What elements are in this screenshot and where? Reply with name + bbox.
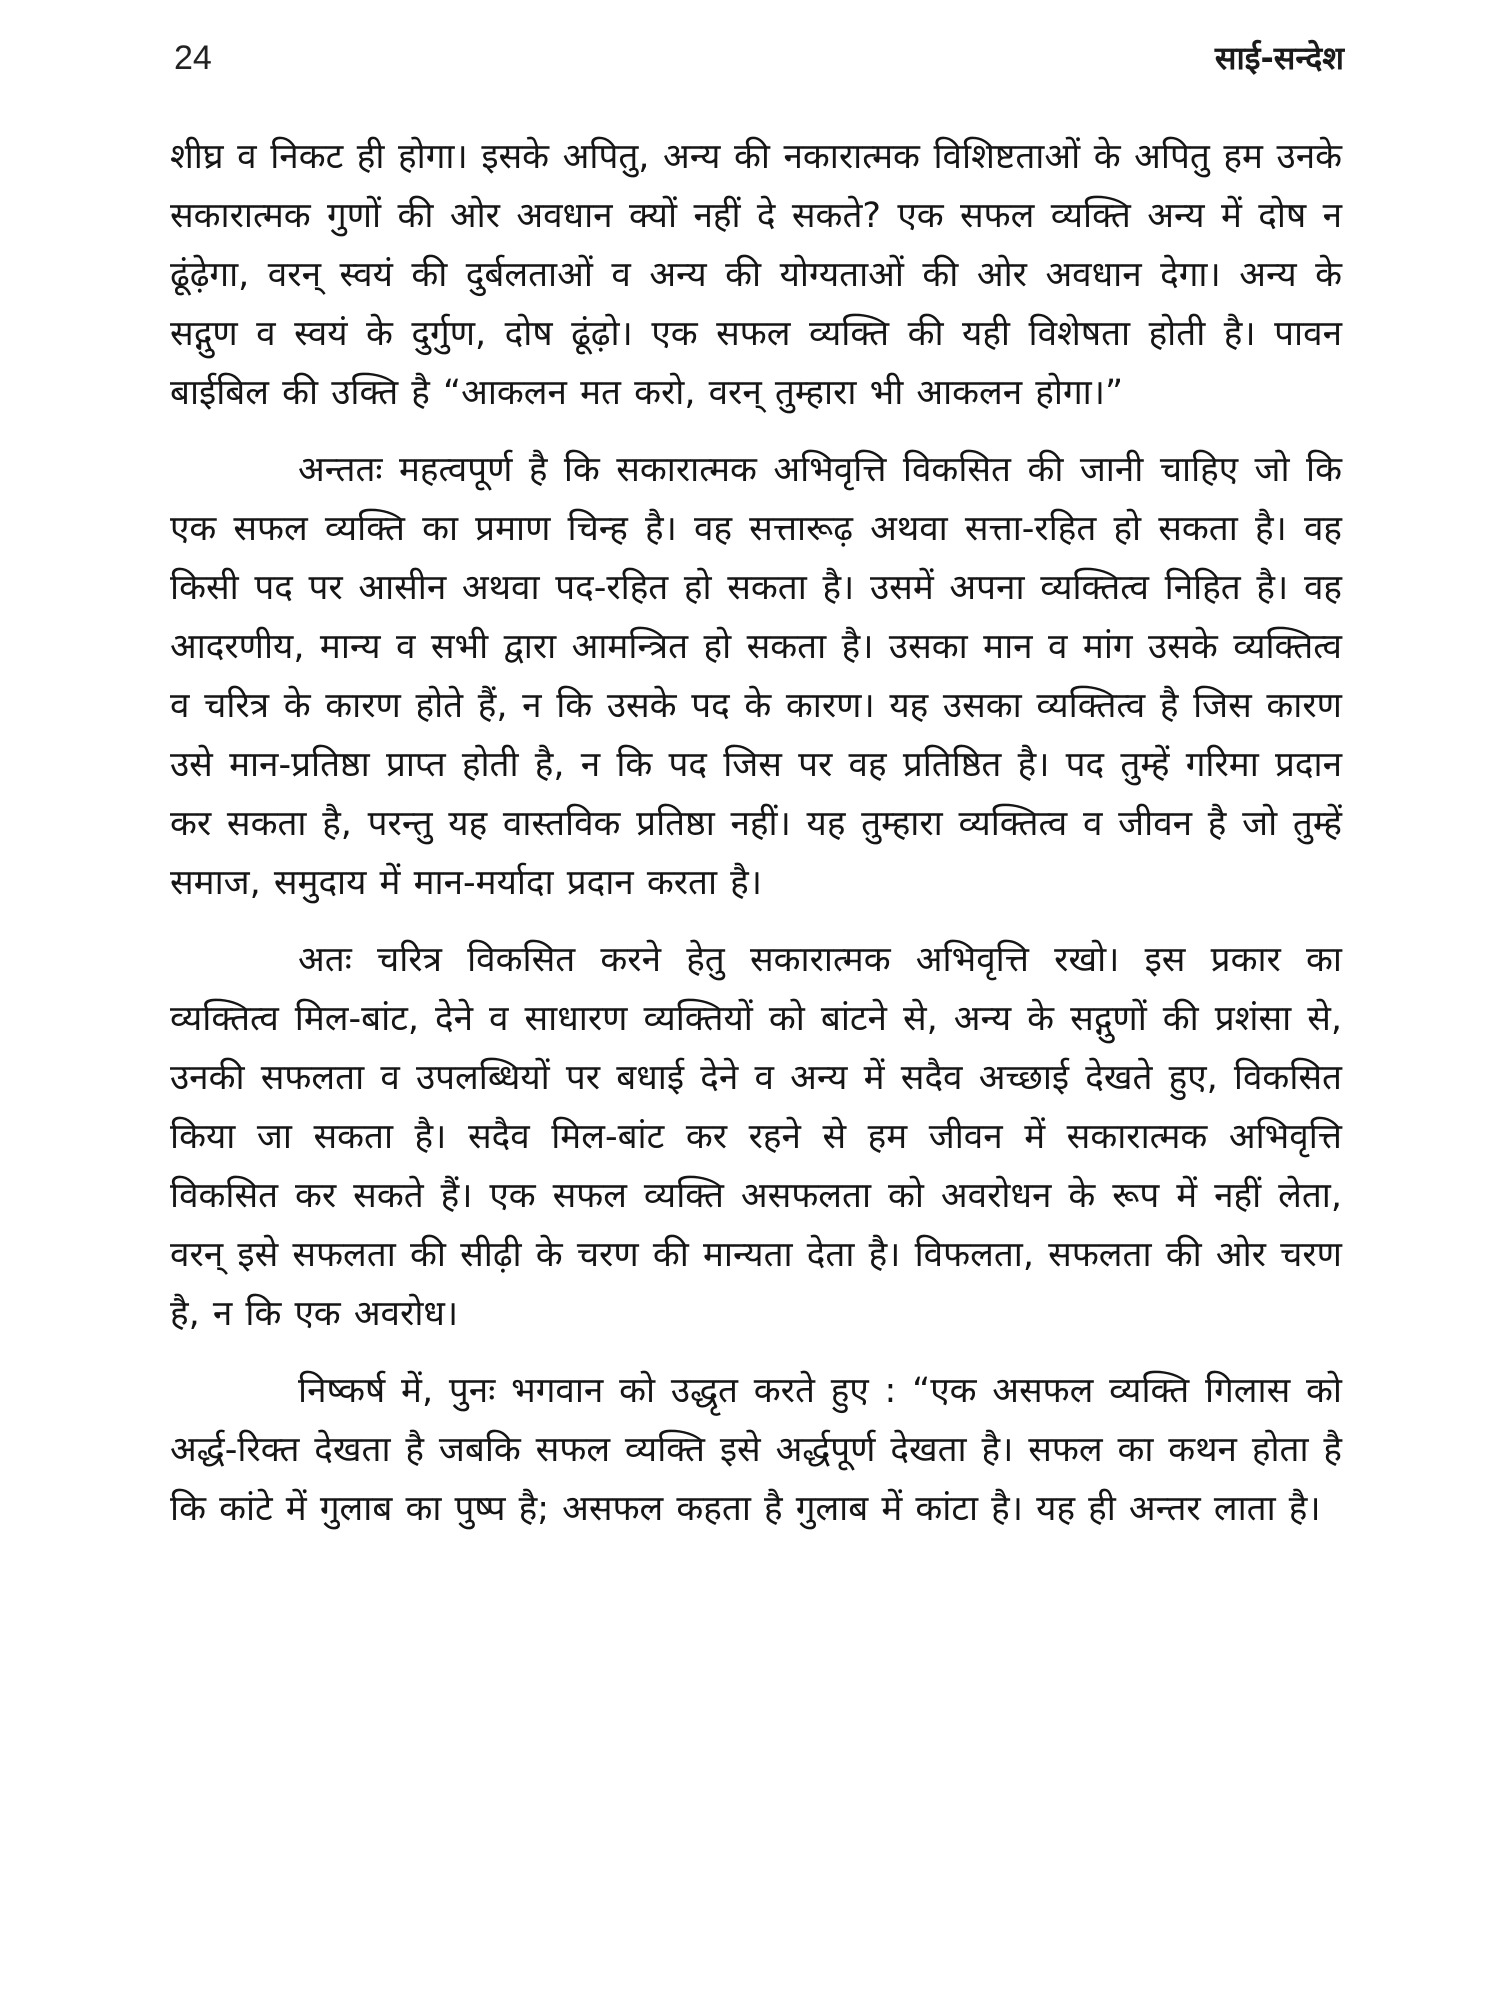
page-header	[168, 36, 1344, 96]
paragraph-conclusion: निष्कर्ष में, पुनः भगवान को उद्धृत करते हुए : “एक असफल व्यक्ति गिलास को अर्द्ध-रिक्त देखता है जबकि सफल व्यक्ति इसे अर्द्धपूर्ण देखता है। सफल का कथन होता है कि कांटे में गुलाब का पुष्प है; असफल कहता है गुलाब में कांटा है। यह ही अन्तर लाता है।	[170, 1371, 1342, 1529]
body-text	[170, 128, 1342, 1557]
paragraph-positive-attitude: अन्ततः महत्वपूर्ण है कि सकारात्मक अभिवृत्ति विकसित की जानी चाहिए जो कि एक सफल व्यक्ति का प्रमाण चिन्ह है। वह सत्तारूढ़ अथवा सत्ता-रहित हो सकता है। वह किसी पद पर आसीन अथवा पद-रहित हो सकता है। उसमें अपना व्यक्तित्व निहित है। वह आदरणीय, मान्य व सभी द्वारा आमन्त्रित हो सकता है। उसका मान व मांग उसके व्यक्तित्व व चरित्र के कारण होते हैं, न कि उसके पद के कारण। यह उसका व्यक्तित्व है जिस कारण उसे मान-प्रतिष्ठा प्राप्त होती है, न कि पद जिस पर वह प्रतिष्ठित है। पद तुम्हें गरिमा प्रदान कर सकता है, परन्तु यह वास्तविक प्रतिष्ठा नहीं। यह तुम्हारा व्यक्तित्व व जीवन है जो तुम्हें समाज, समुदाय में मान-मर्यादा प्रदान करता है।	[170, 450, 1342, 903]
running-title: साई-सन्देश	[1214, 39, 1344, 77]
paragraph-develop-character: अतः चरित्र विकसित करने हेतु सकारात्मक अभिवृत्ति रखो। इस प्रकार का व्यक्तित्व मिल-बांट, देने व साधारण व्यक्तियों को बांटने से, अन्य के सद्गुणों की प्रशंसा से, उनकी सफलता व उपलब्धियों पर बधाई देने व अन्य में सदैव अच्छाई देखते हुए, विकसित किया जा सकता है। सदैव मिल-बांट कर रहने से हम जीवन में सकारात्मक अभिवृत्ति विकसित कर सकते हैं। एक सफल व्यक्ति असफलता को अवरोधन के रूप में नहीं लेता, वरन् इसे सफलता की सीढ़ी के चरण की मान्यता देता है। विफलता, सफलता की ओर चरण है, न कि एक अवरोध।	[170, 940, 1342, 1334]
paragraph-continuation: शीघ्र व निकट ही होगा। इसके अपितु, अन्य की नकारात्मक विशिष्टताओं के अपितु हम उनके सकारात्मक गुणों की ओर अवधान क्यों नहीं दे सकते? एक सफल व्यक्ति अन्य में दोष न ढूंढ़ेगा, वरन् स्वयं की दुर्बलताओं व अन्य की योग्यताओं की ओर अवधान देगा। अन्य के सद्गुण व स्वयं के दुर्गुण, दोष ढूंढ़ो। एक सफल व्यक्ति की यही विशेषता होती है। पावन बाईबिल की उक्ति है “आकलन मत करो, वरन् तुम्हारा भी आकलन होगा।”	[170, 137, 1342, 413]
page-number: 24	[174, 39, 212, 77]
